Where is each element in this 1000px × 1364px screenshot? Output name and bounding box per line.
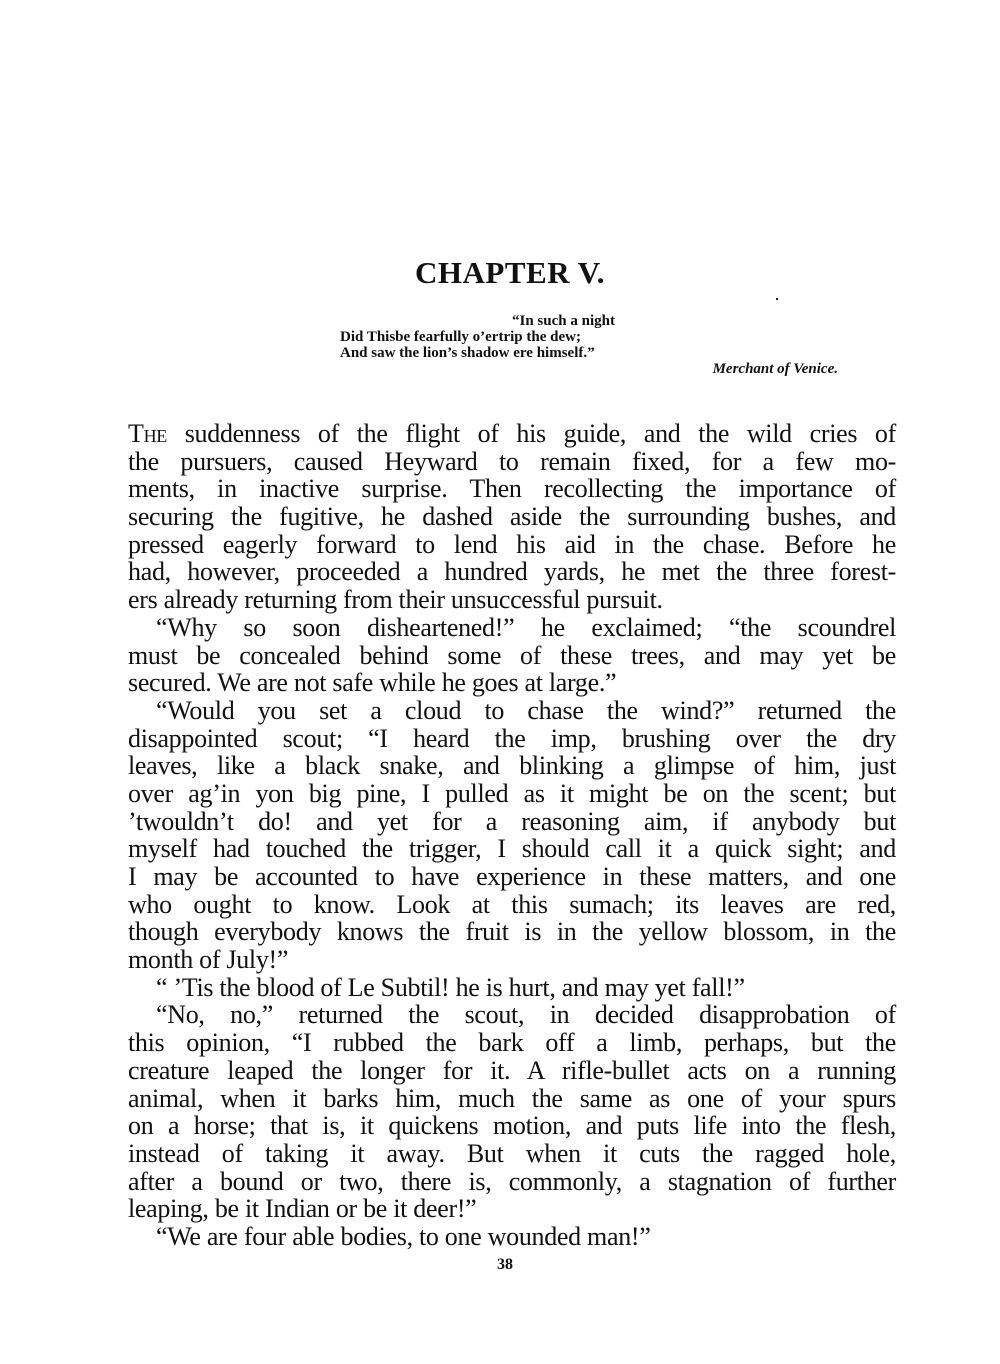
text-line: month of July!” bbox=[128, 945, 289, 975]
text-line: secured. We are not safe while he goes at large.” bbox=[128, 668, 617, 698]
text-line: had, however, proceeded a hundred yards, he met the three forest- bbox=[128, 557, 896, 587]
text-line: who ought to know. Look at this sumach; its leaves are red, bbox=[128, 889, 896, 919]
text-line: “Would you set a cloud to chase the wind?” returned the bbox=[156, 695, 896, 725]
paragraph bbox=[128, 614, 896, 697]
page-number: 38 bbox=[497, 1256, 513, 1273]
text-line: ers already returning from their unsuccessful pursuit. bbox=[128, 585, 663, 615]
small-caps-lead: The bbox=[128, 419, 167, 448]
paragraph bbox=[128, 1223, 896, 1251]
epigraph bbox=[340, 313, 840, 377]
epigraph-line: And saw the lion’s shadow ere himself.” bbox=[340, 345, 595, 361]
text-line: on a horse; that is, it quickens motion, and puts life into the flesh, bbox=[128, 1111, 896, 1141]
body-text bbox=[128, 420, 896, 1251]
text-line: this opinion, “I rubbed the bark off a limb, perhaps, but the bbox=[128, 1028, 896, 1058]
epigraph-line: “In such a night bbox=[512, 313, 615, 329]
text-line: ments, in inactive surprise. Then recollecting the importance of bbox=[128, 474, 896, 504]
text-line: instead of taking it away. But when it cuts the ragged hole, bbox=[128, 1138, 896, 1168]
text-line: disappointed scout; “I heard the imp, brushing over the dry bbox=[128, 723, 896, 753]
text-line: must be concealed behind some of these trees, and may yet be bbox=[128, 640, 896, 670]
chapter-title: CHAPTER V. bbox=[415, 255, 605, 290]
text-line: I may be accounted to have experience in these matters, and one bbox=[128, 862, 896, 891]
text-line: “We are four able bodies, to one wounded man!” bbox=[156, 1221, 651, 1251]
text-line: creature leaped the longer for it. A rifle-bullet acts on a running bbox=[128, 1055, 896, 1085]
text-line: ’twouldn’t do! and yet for a reasoning aim, if anybody but bbox=[128, 806, 896, 836]
text-line: securing the fugitive, he dashed aside the surrounding bushes, and bbox=[128, 502, 896, 532]
paragraph bbox=[128, 974, 896, 1002]
text-line: “ ’Tis the blood of Le Subtil! he is hurt, and may yet fall!” bbox=[156, 972, 745, 1002]
text-line: leaping, be it Indian or be it deer!” bbox=[128, 1194, 477, 1224]
text-line: the pursuers, caused Heyward to remain fixed, for a few mo- bbox=[128, 446, 896, 476]
text-line: pressed eagerly forward to lend his aid in the chase. Before he bbox=[128, 529, 896, 559]
paragraph bbox=[128, 1001, 896, 1223]
text-line bbox=[128, 420, 896, 448]
print-speck bbox=[776, 298, 778, 300]
text-line-rest: suddenness of the flight of his guide, and the wild cries of bbox=[166, 419, 896, 448]
text-line: after a bound or two, there is, commonly, a stagnation of further bbox=[128, 1166, 896, 1196]
epigraph-source: Merchant of Venice. bbox=[712, 361, 838, 377]
paragraph bbox=[128, 420, 896, 614]
text-line: leaves, like a black snake, and blinking a glimpse of him, just bbox=[128, 751, 896, 781]
text-line: myself had touched the trigger, I should call it a quick sight; and bbox=[128, 834, 896, 864]
text-line: over ag’in yon big pine, I pulled as it might be on the scent; but bbox=[128, 778, 896, 808]
text-line: though everybody knows the fruit is in the yellow blossom, in the bbox=[128, 917, 896, 947]
text-line: “Why so soon disheartened!” he exclaimed; “the scoundrel bbox=[156, 612, 896, 642]
text-line: animal, when it barks him, much the same as one of your spurs bbox=[128, 1083, 896, 1113]
paragraph bbox=[128, 697, 896, 974]
epigraph-line: Did Thisbe fearfully o’ertrip the dew; bbox=[340, 329, 581, 345]
text-line: “No, no,” returned the scout, in decided disapprobation of bbox=[156, 1000, 896, 1030]
